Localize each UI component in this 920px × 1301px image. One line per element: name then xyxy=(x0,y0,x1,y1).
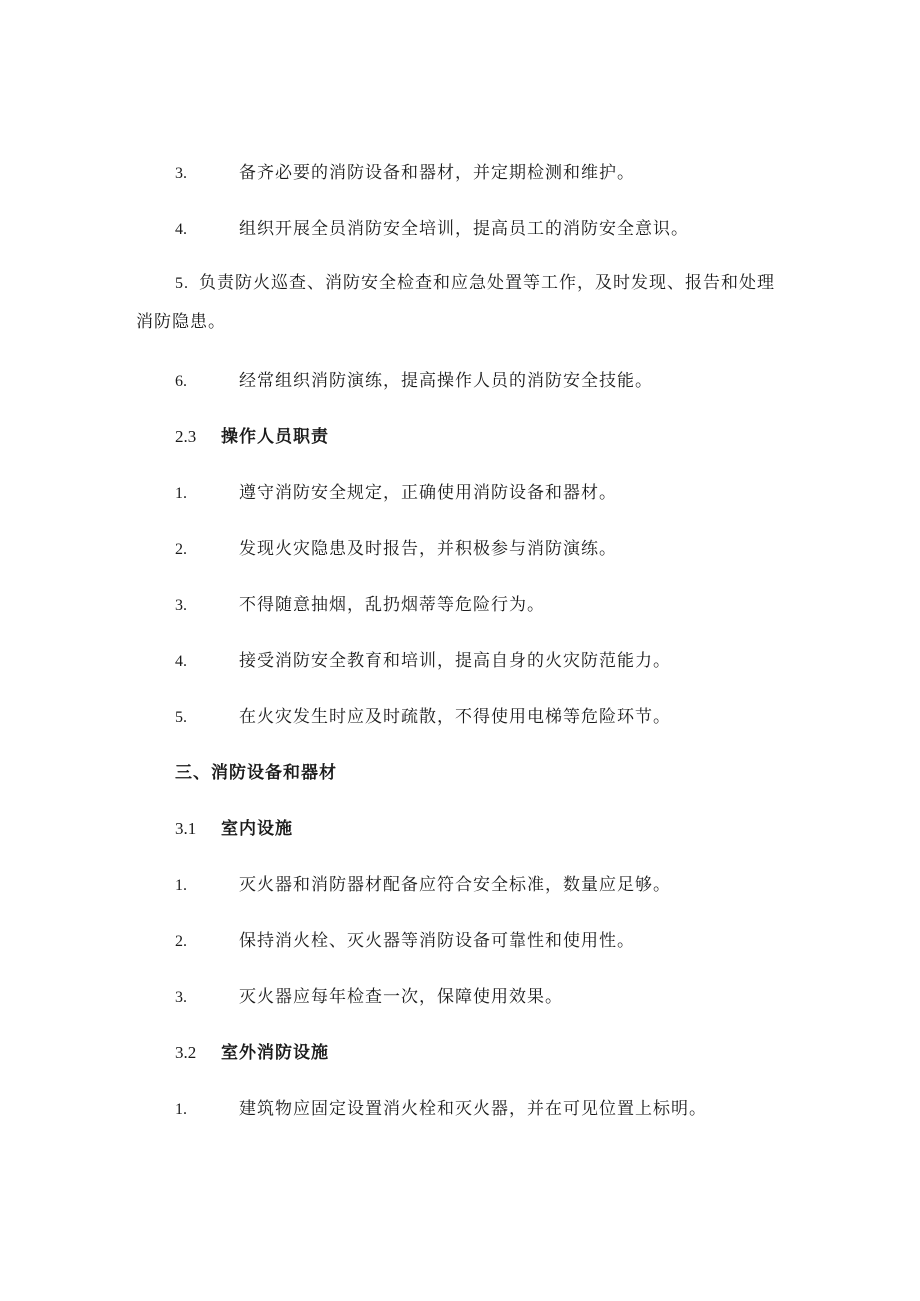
item-text: 在火灾发生时应及时疏散，不得使用电梯等危险环节。 xyxy=(239,707,671,727)
list-item-4-training xyxy=(175,218,689,241)
list-item-2-report xyxy=(175,538,617,561)
item-text: 备齐必要的消防设备和器材，并定期检测和维护。 xyxy=(239,163,635,183)
item-text: 灭火器和消防器材配备应符合安全标准，数量应足够。 xyxy=(239,875,671,895)
item-text: 经常组织消防演练，提高操作人员的消防安全技能。 xyxy=(239,371,653,391)
list-item-1-comply xyxy=(175,482,617,505)
list-item-3-annual-check xyxy=(175,986,563,1009)
item-number: 1. xyxy=(175,877,187,894)
list-item-3-no-smoking xyxy=(175,594,545,617)
item-number: 5. xyxy=(175,275,189,292)
list-item-4-education xyxy=(175,650,671,673)
item-number: 4. xyxy=(175,653,187,670)
item-text: 建筑物应固定设置消火栓和灭火器，并在可见位置上标明。 xyxy=(239,1099,707,1119)
item-number: 1. xyxy=(175,485,187,502)
list-item-3-equipment xyxy=(175,162,635,185)
item-number: 1. xyxy=(175,1101,187,1118)
item-text: 组织开展全员消防安全培训，提高员工的消防安全意识。 xyxy=(239,219,689,239)
chapter-title: 三、消防设备和器材 xyxy=(175,763,337,783)
item-number: 3. xyxy=(175,989,187,1006)
item-text: 接受消防安全教育和培训，提高自身的火灾防范能力。 xyxy=(239,651,671,671)
section-heading-3-2 xyxy=(175,1042,329,1064)
item-number: 3. xyxy=(175,597,187,614)
list-item-1-extinguishers xyxy=(175,874,671,897)
item-text: 灭火器应每年检查一次，保障使用效果。 xyxy=(239,987,563,1007)
section-title: 室外消防设施 xyxy=(221,1043,329,1063)
chapter-heading-3 xyxy=(175,762,337,784)
list-item-5-evacuate xyxy=(175,706,671,729)
item-number: 2. xyxy=(175,541,187,558)
item-number: 4. xyxy=(175,221,187,238)
item-number: 5. xyxy=(175,709,187,726)
item-text: 负责防火巡查、消防安全检查和应急处置等工作，及时发现、报告和处理消防隐患。 xyxy=(136,273,775,332)
item-number: 6. xyxy=(175,373,187,390)
section-heading-3-1 xyxy=(175,818,293,840)
list-item-1-hydrants xyxy=(175,1098,707,1121)
section-number: 3.1 xyxy=(175,819,197,838)
section-number: 2.3 xyxy=(175,427,197,446)
list-item-2-reliability xyxy=(175,930,635,953)
item-text: 发现火灾隐患及时报告，并积极参与消防演练。 xyxy=(239,539,617,559)
section-heading-2-3 xyxy=(175,426,329,448)
item-text: 不得随意抽烟，乱扔烟蒂等危险行为。 xyxy=(239,595,545,615)
item-text: 遵守消防安全规定，正确使用消防设备和器材。 xyxy=(239,483,617,503)
section-title: 操作人员职责 xyxy=(221,427,329,447)
section-title: 室内设施 xyxy=(221,819,293,839)
item-text: 保持消火栓、灭火器等消防设备可靠性和使用性。 xyxy=(239,931,635,951)
list-item-6-drills xyxy=(175,370,653,393)
item-number: 3. xyxy=(175,165,187,182)
list-item-5-inspection xyxy=(136,264,786,341)
item-number: 2. xyxy=(175,933,187,950)
section-number: 3.2 xyxy=(175,1043,197,1062)
